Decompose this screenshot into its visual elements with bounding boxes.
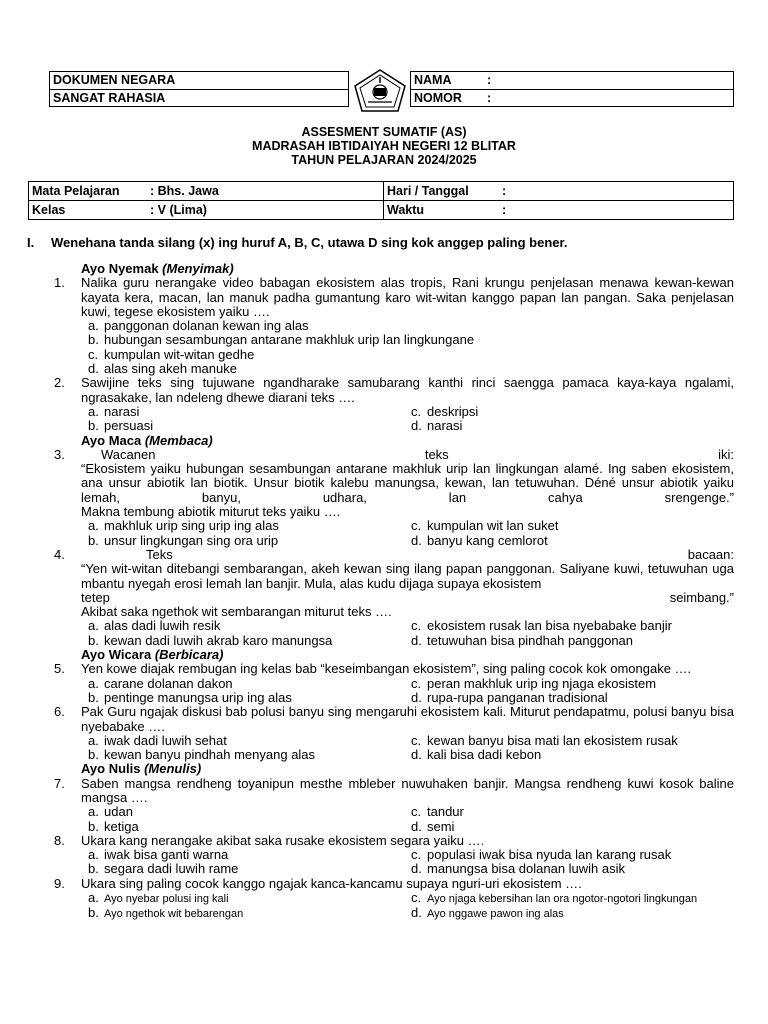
time-colon: : [502, 203, 507, 217]
options-q6 [54, 734, 734, 763]
class-cell [29, 201, 384, 220]
document-status-box [49, 71, 349, 107]
option-b[interactable]: b. kewan dadi luwih akrab karo manungsa [88, 632, 333, 648]
question-9 [54, 877, 734, 891]
question-1 [54, 276, 734, 319]
section-heading-writing: Ayo Nulis (Menulis) [81, 761, 202, 777]
option-c[interactable]: c. kumpulan wit-witan gedhe [88, 346, 255, 362]
question-5 [54, 662, 734, 676]
question-number: 7. [54, 775, 65, 791]
reading-passage: “Yen wit-witan ditebangi sembarangan, akeh kewan sing ilang papan panggonan. Saliyane kuwi, tetuwuhan uga mbantu nyegah erosi lemah lan banjir. Mula, alas kudu dijaga supaya ekosistem [81, 561, 734, 591]
option-b[interactable]: b. segara dadi luwih rame [88, 861, 239, 877]
option-b[interactable]: b. hubungan sesambungan antarane makhluk urip lan lingkungane [88, 332, 475, 348]
option-d[interactable]: d. semi [411, 818, 455, 834]
option-a[interactable]: a. alas dadi luwih resik [88, 618, 221, 634]
option-c[interactable]: c. peran makhluk urip ing njaga ekosistem [411, 675, 657, 691]
option-c[interactable]: c. kumpulan wit lan suket [411, 518, 559, 534]
exam-title: ASSESMENT SUMATIF (AS) [301, 125, 467, 139]
question-text: Yen kowe diajak rembugan ing kelas bab “keseimbangan ekosistem”, sing paling cocok kok omongake …. [81, 661, 692, 677]
question-number: 4. [54, 546, 65, 562]
question-number: 2. [54, 375, 65, 391]
option-a[interactable]: a. udan [88, 804, 133, 820]
options-q5 [54, 677, 734, 706]
question-text: Saben mangsa rendheng toyanipun mesthe mbleber nuwuhaken banjir. Mangsa rendheng kuwi kosok baline mangsa …. [81, 775, 734, 805]
option-b[interactable]: b. kewan banyu pindhah menyang alas [88, 747, 316, 763]
name-label: NAMA [414, 73, 452, 87]
options-q9 [54, 891, 734, 922]
question-text: Pak Guru ngajak diskusi bab polusi banyu sing mengaruhi ekosistem kali. Miturut pendapatmu, polusi banyu bisa nyebabake …. [81, 704, 734, 734]
name-colon: : [487, 73, 492, 87]
option-d[interactable]: d. kali bisa dadi kebon [411, 747, 542, 763]
option-d[interactable]: d. banyu kang cemlorot [411, 532, 548, 548]
option-c[interactable]: c. ekosistem rusak lan bisa nyebabake banjir [411, 618, 672, 634]
academic-year: TAHUN PELAJARAN 2024/2025 [291, 153, 477, 167]
question-text: Ukara kang nerangake akibat saka rusake ekosistem segara yaiku …. [81, 832, 485, 848]
question-list [54, 262, 734, 922]
class-label: Kelas [32, 203, 66, 217]
instruction-number: I. [27, 235, 35, 250]
section-heading-reading: Ayo Maca (Membaca) [81, 432, 213, 448]
option-d[interactable]: d. alas sing akeh manuke [88, 361, 237, 377]
exam-info-table [28, 181, 734, 220]
secrecy-status-line: SANGAT RAHASIA [50, 89, 348, 106]
question-3 [54, 448, 734, 519]
question-number: 3. [54, 446, 65, 462]
option-c[interactable]: c. Ayo njaga kebersihan lan ora ngotor-ngotori lingkungan [411, 890, 698, 906]
option-a[interactable]: a. Ayo nyebar polusi ing kali [88, 890, 229, 906]
option-a[interactable]: a. carane dolanan dakon [88, 675, 233, 691]
option-d[interactable]: d. manungsa bisa dolanan luwih asik [411, 861, 626, 877]
time-cell [384, 201, 734, 220]
date-label: Hari / Tanggal [387, 184, 469, 198]
question-number: 6. [54, 704, 65, 720]
question-number: 1. [54, 275, 65, 291]
madrasah-logo [352, 68, 408, 114]
option-a[interactable]: a. makhluk urip sing urip ing alas [88, 518, 279, 534]
option-b[interactable]: b. ketiga [88, 818, 139, 834]
question-number: 5. [54, 661, 65, 677]
number-row [411, 89, 733, 106]
option-d[interactable]: d. narasi [411, 418, 463, 434]
info-row-subject [29, 182, 734, 201]
option-c[interactable]: c. deskripsi [411, 403, 479, 419]
student-identity-box [410, 71, 734, 107]
reading-passage-end: tetep seimbang.” [81, 589, 734, 605]
question-lead: Wacanen teks iki: [101, 446, 734, 462]
option-a[interactable]: a. narasi [88, 403, 140, 419]
question-2 [54, 376, 734, 405]
section-heading-speaking: Ayo Wicara (Berbicara) [81, 647, 224, 663]
option-b[interactable]: b. pentinge manungsa urip ing alas [88, 689, 292, 705]
option-c[interactable]: c. kewan banyu bisa mati lan ekosistem rusak [411, 732, 678, 748]
option-d[interactable]: d. tetuwuhan bisa pindhah panggonan [411, 632, 634, 648]
options-q7 [54, 805, 734, 834]
reading-passage: “Ekosistem yaiku hubungan sesambungan antarane makhluk urip lan lingkungan alamé. Ing saben ekosistem, ana unsur abiotik lan biotik. Unsur biotik kalebu manungsa, kewan, lan tetuwuhan. Déné unsur abiotik yaiku lemah, banyu, udhara, lan cahya srengenge.” [81, 461, 734, 505]
options-q2 [54, 405, 734, 434]
school-name: MADRASAH IBTIDAIYAH NEGERI 12 BLITAR [252, 139, 516, 153]
option-d[interactable]: d. rupa-rupa panganan tradisional [411, 689, 608, 705]
number-colon: : [487, 91, 492, 105]
option-c[interactable]: c. tandur [411, 804, 464, 820]
question-7 [54, 777, 734, 806]
option-d[interactable]: d. Ayo nggawe pawon ing alas [411, 905, 564, 921]
question-text: Makna tembung abiotik miturut teks yaiku …. [81, 504, 341, 520]
name-row [411, 72, 733, 89]
subject-label: Mata Pelajaran [32, 184, 120, 198]
question-text: Sawijine teks sing tujuwane ngandharake samubarang kanthi rinci saengga pamaca kaya-kaya ngalami, ngrasakake, lan ndeleng dhewe diarani teks …. [81, 375, 734, 405]
question-number: 8. [54, 832, 65, 848]
question-text: Akibat saka ngethok wit sembarangan miturut teks …. [81, 604, 392, 620]
instruction-text: Wenehana tanda silang (x) ing huruf A, B, C, utawa D sing kok anggep paling bener. [51, 235, 568, 250]
time-label: Waktu [387, 203, 425, 217]
date-colon: : [502, 184, 507, 198]
date-cell [384, 182, 734, 201]
option-b[interactable]: b. Ayo ngethok wit bebarengan [88, 905, 244, 921]
instruction [27, 235, 567, 250]
question-text: Nalika guru nerangake video babagan ekosistem alas tropis, Rani krungu penjelasan menawa kewan-kewan kayata kera, macan, lan manuk padha gumantung karo wit-witan kanggo papan lan pangan. Saka penjelasan kuwi, tegese ekosistem yaiku …. [81, 275, 734, 319]
options-q8 [54, 848, 734, 877]
options-q3 [54, 519, 734, 548]
options-q4 [54, 619, 734, 648]
question-number: 9. [54, 875, 65, 891]
question-text: Ukara sing paling cocok kanggo ngajak kanca-kancamu supaya nguri-uri ekosistem …. [81, 875, 582, 891]
options-q1 [54, 319, 734, 376]
question-lead: Teks bacaan: [146, 546, 734, 562]
class-value: : V (Lima) [150, 203, 207, 217]
section-heading-listening: Ayo Nyemak (Menyimak) [81, 261, 234, 276]
option-c[interactable]: c. populasi iwak bisa nyuda lan karang rusak [411, 847, 672, 863]
option-b[interactable]: b. unsur lingkungan sing ora urip [88, 532, 279, 548]
option-a[interactable]: a. panggonan dolanan kewan ing alas [88, 318, 309, 334]
document-status-line: DOKUMEN NEGARA [53, 73, 176, 87]
info-row-class [29, 201, 734, 220]
question-6 [54, 705, 734, 734]
subject-cell [29, 182, 384, 201]
question-8 [54, 834, 734, 848]
subject-value: : Bhs. Jawa [150, 184, 219, 198]
option-a[interactable]: a. iwak dadi luwih sehat [88, 732, 227, 748]
question-4 [54, 548, 734, 619]
option-b[interactable]: b. persuasi [88, 418, 154, 434]
number-label: NOMOR [414, 91, 462, 105]
option-a[interactable]: a. iwak bisa ganti warna [88, 847, 229, 863]
